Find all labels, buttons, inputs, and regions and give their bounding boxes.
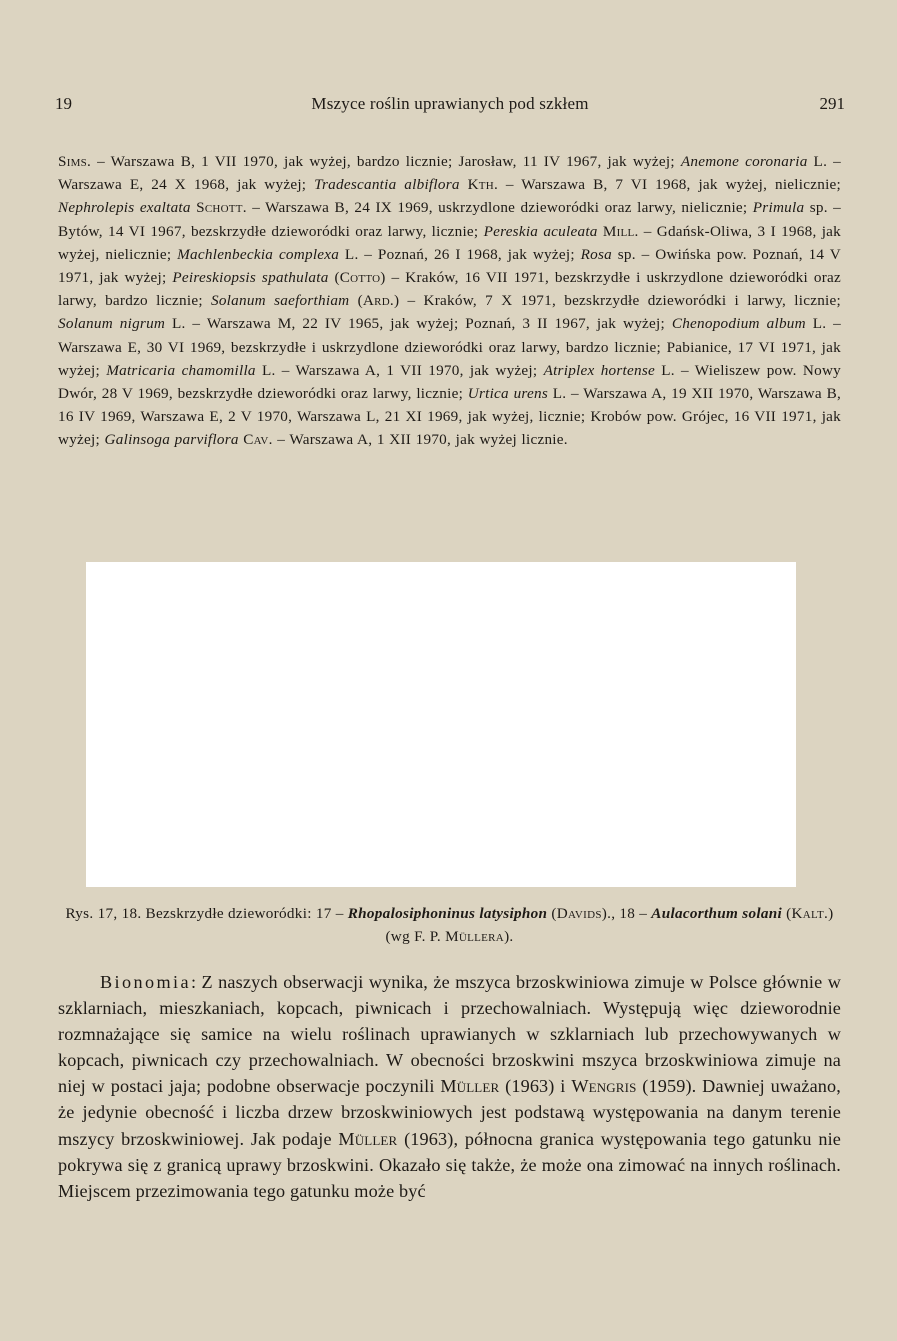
records-run: . – Warszawa A, 1 XII 1970, jak wyżej licznie. bbox=[268, 431, 568, 449]
records-run: Atriplex hortense bbox=[543, 361, 655, 379]
records-run: . – Warszawa B, 1 VII 1970, jak wyżej, bardzo licznie; Jarosław, 11 IV 1967, jak wyżej; bbox=[87, 153, 681, 170]
bionomia-run: (1959). Dawniej uważano, że jedynie obecność i liczba drzew brzoskwiniowych jest podstawą występowania na danym terenie mszycy brzoskwiniowej. Jak podaje bbox=[58, 1076, 841, 1149]
records-run: Matricaria chamomilla bbox=[106, 361, 256, 379]
bionomia-run: Wengris bbox=[571, 1076, 637, 1097]
caption-run: Müllera bbox=[445, 928, 505, 945]
records-run: Mill bbox=[602, 222, 635, 240]
bionomia-run: (1963), północna granica występowania tego gatunku nie pokrywa się z granicą uprawy brzoskwini. Okazało się także, że może ona zimować na innych roślinach. Miejscem przezimowania tego gatunku może być bbox=[58, 1128, 841, 1201]
bionomia-run: (1963) i bbox=[499, 1076, 572, 1097]
records-run: Cav bbox=[243, 431, 269, 449]
records-run: Machlenbeckia complexa bbox=[177, 245, 340, 263]
records-run: Kth bbox=[467, 176, 494, 194]
figure-image bbox=[86, 562, 796, 887]
records-run bbox=[460, 176, 468, 193]
caption-run: )., 18 – bbox=[601, 905, 652, 922]
caption-run: Aulacorthum solani bbox=[651, 905, 783, 922]
bionomia-section bbox=[58, 969, 841, 1204]
bionomia-run: Müller bbox=[338, 1128, 398, 1149]
records-run: Peireskiopsis spathulata bbox=[172, 269, 329, 287]
records-run: Solanum saeforthiam bbox=[210, 292, 350, 310]
running-title: Mszyce roślin uprawianych pod szkłem bbox=[311, 94, 589, 113]
bionomia-paragraph bbox=[58, 969, 841, 1204]
records-run: . – Warszawa B, 7 VI 1968, jak wyżej, nielicznie; bbox=[493, 176, 841, 194]
records-run: Galinsoga parviflora bbox=[104, 431, 239, 449]
records-run: . – Warszawa B, 24 IX 1969, uskrzydlone dzieworódki oraz larwy, nielicznie; bbox=[242, 199, 753, 217]
page-number-left: 19 bbox=[55, 94, 72, 113]
records-run: L. – Warszawa A, 19 XII 1970, Warszawa B, 16 IV 1969, Warszawa E, 2 V 1970, Warszawa L, 21 XI 1969, jak wyżej, licznie; Krobów pow. Grójec, 16 VII 1971, jak wyżej; bbox=[58, 385, 841, 449]
records-run: Primula bbox=[752, 199, 805, 217]
records-run: Sims bbox=[58, 153, 88, 170]
running-head bbox=[55, 94, 845, 118]
caption-run: ). bbox=[504, 928, 514, 945]
caption-run: ( bbox=[547, 905, 557, 922]
records-run: Tradescantia albiflora bbox=[314, 176, 460, 194]
records-run: Pereskia aculeata bbox=[483, 222, 598, 240]
records-run: L. – Warszawa E, 30 VI 1969, bezskrzydłe i uskrzydlone dzieworódki oraz larwy, bardzo licznie; Pabianice, 17 VI 1971, jak wyżej; bbox=[58, 315, 841, 379]
records-paragraph bbox=[58, 150, 841, 452]
records-run: L. – Warszawa A, 1 VII 1970, jak wyżej; bbox=[255, 361, 544, 379]
caption-run: Rys. 17, 18. Bezskrzydłe dzieworódki: 17 – bbox=[65, 905, 348, 922]
records-run: .) – Kraków, 7 X 1971, bezskrzydłe dzieworódki i larwy, licznie; bbox=[389, 292, 841, 310]
bionomia-run: Müller bbox=[440, 1076, 500, 1097]
caption-text bbox=[58, 902, 841, 948]
records-run: ) – Kraków, 16 VII 1971, bezskrzydłe i uskrzydlone dzieworódki oraz larwy, bardzo licznie; bbox=[58, 269, 841, 310]
records-run: sp. – Bytów, 14 VI 1967, bezskrzydłe dzieworódki oraz larwy, licznie; bbox=[58, 199, 841, 240]
records-run: L. – Poznań, 26 I 1968, jak wyżej; bbox=[339, 245, 581, 263]
figure-caption bbox=[58, 902, 841, 948]
caption-run: .) (wg F. P. bbox=[385, 905, 834, 945]
records-run: Anemone coronaria bbox=[680, 153, 808, 170]
records-run: ( bbox=[328, 269, 340, 287]
records-run: Solanum nigrum bbox=[58, 315, 166, 333]
records-run: L. – Wieliszew pow. Nowy Dwór, 28 V 1969, bezskrzydłe dzieworódki oraz larwy, licznie; bbox=[58, 361, 842, 403]
caption-run: ( bbox=[782, 905, 792, 922]
records-run: Cotto bbox=[339, 269, 381, 287]
records-run: . – Gdańsk-Oliwa, 3 I 1968, jak wyżej, nielicznie; bbox=[58, 222, 842, 263]
records-run: Nephrolepis exaltata bbox=[58, 199, 191, 217]
records-run: Ard bbox=[362, 292, 390, 310]
page-number-right: 291 bbox=[819, 94, 845, 113]
records-run: Chenopodium album bbox=[671, 315, 806, 333]
records-run: sp. – Owińska pow. Poznań, 14 V 1971, jak wyżej; bbox=[58, 245, 841, 287]
bionomia-run: : Z naszych obserwacji wynika, że mszyca brzoskwiniowa zimuje w Polsce głównie w szklarniach, mieszkaniach, kopcach, piwnicach i przechowalniach. Występują więc dzieworodnie rozmnażające się samice na wielu roślinach uprawianych w szklarniach lub przechowywanych w kopcach, piwnicach czy przechowalniach. W obecności brzoskwini mszyca brzoskwiniowa zimuje na niej w postaci jaja; podobne obserwacje poczynili bbox=[58, 972, 841, 1097]
records-run: Rosa bbox=[580, 245, 612, 263]
records-run: L. – Warszawa E, 24 X 1968, jak wyżej; bbox=[58, 153, 841, 194]
caption-run: Davids bbox=[556, 905, 602, 922]
records-run: Urtica urens bbox=[467, 385, 549, 403]
records-run: Schott bbox=[196, 199, 243, 217]
caption-run: Rhopalosiphoninus latysiphon bbox=[347, 905, 548, 922]
bionomia-run: Bionomia bbox=[100, 972, 191, 992]
collection-records bbox=[58, 150, 841, 452]
records-run: ( bbox=[349, 292, 363, 310]
records-run: L. – Warszawa M, 22 IV 1965, jak wyżej; Poznań, 3 II 1967, jak wyżej; bbox=[165, 315, 672, 333]
caption-run: Kalt bbox=[791, 905, 825, 922]
